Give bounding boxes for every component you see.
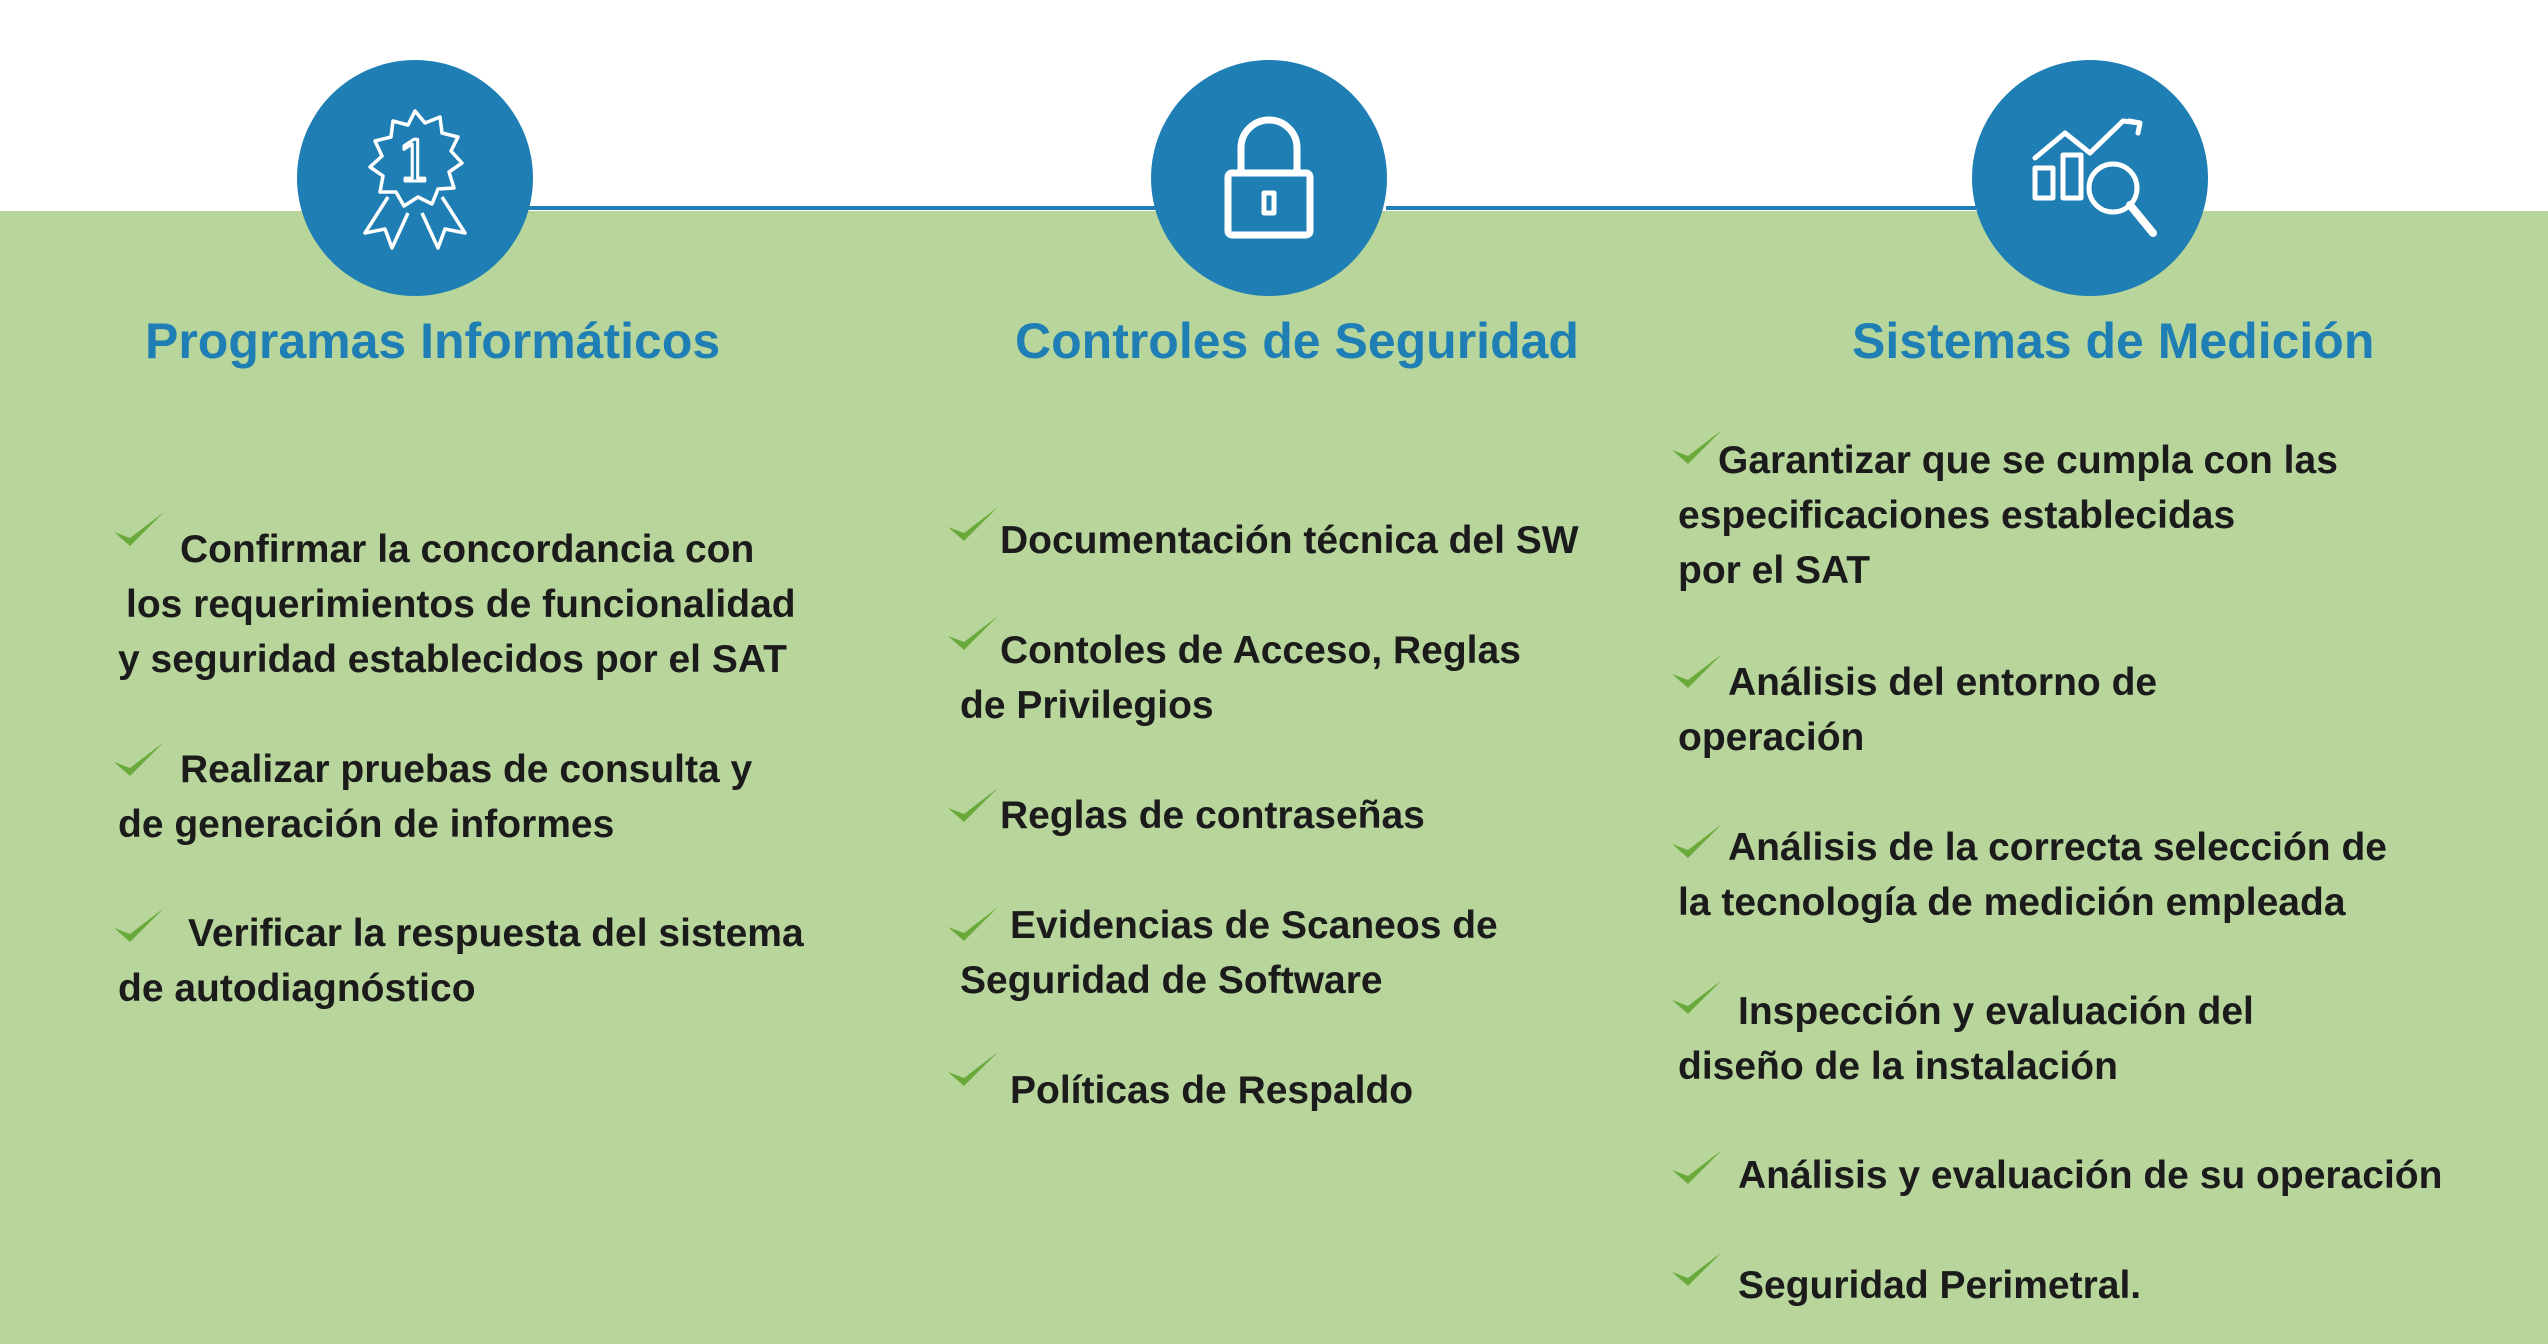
list-item-line: de autodiagnóstico xyxy=(118,967,476,1010)
list-item xyxy=(958,1063,1413,1118)
list-item-line: diseño de la instalación xyxy=(1678,1045,2118,1088)
list-item-line: Garantizar que se cumpla con las xyxy=(1718,439,2338,482)
list-item-line: Verificar la respuesta del sistema xyxy=(188,912,804,955)
list-item-line: Políticas de Respaldo xyxy=(1010,1069,1414,1112)
list-item xyxy=(958,788,1425,843)
padlock-icon xyxy=(1151,60,1387,296)
list-item-line: Inspección y evaluación del xyxy=(1738,990,2254,1033)
list-item-line: operación xyxy=(1678,716,1865,759)
list-item xyxy=(1678,820,2387,930)
list-item-line: Análisis y evaluación de su operación xyxy=(1738,1154,2443,1197)
list-item-line: por el SAT xyxy=(1678,549,1871,592)
list-item xyxy=(958,623,1521,733)
list-item-line: de generación de informes xyxy=(118,803,615,846)
list-item-line: Seguridad de Software xyxy=(960,959,1383,1002)
list-item-line: la tecnología de medición empleada xyxy=(1678,881,2346,924)
list-item xyxy=(958,898,1498,1008)
list-item-line: de Privilegios xyxy=(960,684,1214,727)
list-item-line: Confirmar la concordancia con xyxy=(180,528,755,571)
list-item-line: Seguridad Perimetral. xyxy=(1738,1264,2142,1307)
list-item-line: Evidencias de Scaneos de xyxy=(1010,904,1498,947)
list-item-line: especificaciones establecidas xyxy=(1678,494,2236,537)
column-title-programas: Programas Informáticos xyxy=(145,313,721,369)
list-item xyxy=(1678,433,2338,598)
list-item-line: Análisis de la correcta selección de xyxy=(1728,826,2387,869)
list-item-line: Realizar pruebas de consulta y xyxy=(180,748,753,791)
list-item xyxy=(1678,655,2157,765)
column-title-sistemas: Sistemas de Medición xyxy=(1852,313,2375,369)
list-item-line: Contoles de Acceso, Reglas xyxy=(1000,629,1521,672)
list-item xyxy=(118,742,752,852)
award-ribbon-icon xyxy=(297,60,533,296)
list-item-line: Análisis del entorno de xyxy=(1728,661,2158,704)
list-item-line: Reglas de contraseñas xyxy=(1000,794,1425,837)
list-item xyxy=(1678,984,2254,1094)
list-item xyxy=(118,522,796,687)
list-item-line: los requerimientos de funcionalidad xyxy=(126,583,796,626)
svg-text:1: 1 xyxy=(397,130,433,195)
chart-magnifier-icon xyxy=(1972,60,2208,296)
list-item xyxy=(118,906,804,1016)
list-item-line: Documentación técnica del SW xyxy=(1000,519,1579,562)
list-item xyxy=(1678,1258,2141,1313)
list-item-line: y seguridad establecidos por el SAT xyxy=(118,638,787,681)
connector-line-right xyxy=(1386,206,1976,210)
list-item xyxy=(1678,1148,2442,1203)
list-item xyxy=(958,513,1579,568)
column-title-controles: Controles de Seguridad xyxy=(1015,313,1579,369)
